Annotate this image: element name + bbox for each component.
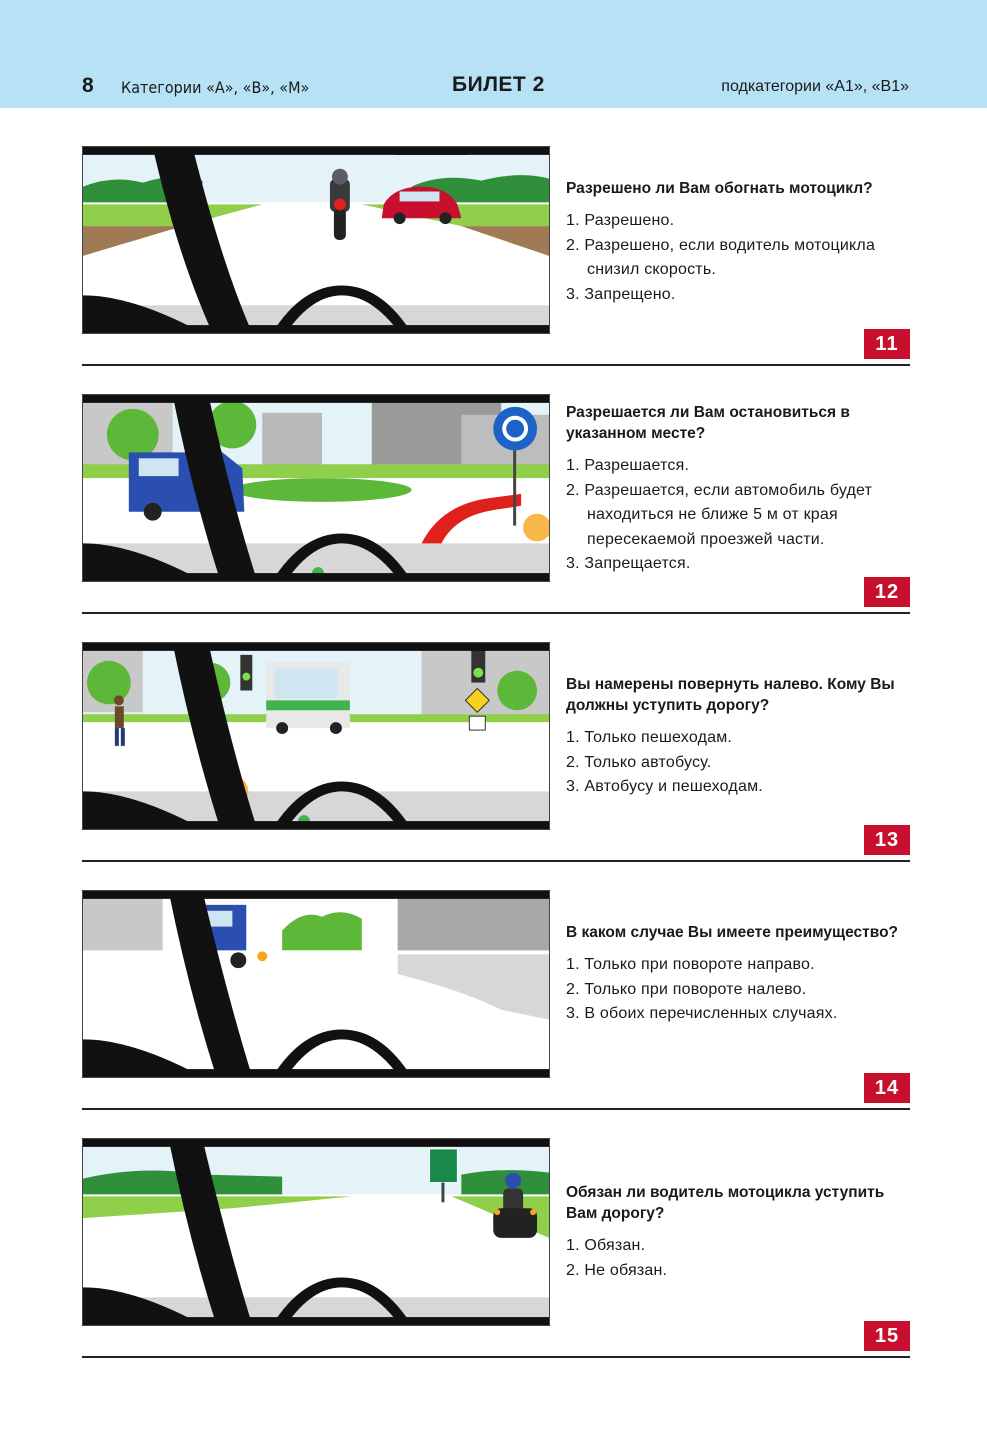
answer-option[interactable]: 1. Разрешается. — [566, 457, 690, 474]
divider — [82, 612, 910, 614]
answer-option[interactable]: 1. Только пешеходам. — [566, 729, 733, 746]
answer-list — [566, 1234, 910, 1283]
question-title: В каком случае Вы имеете преимущество? — [566, 924, 899, 941]
answer-option[interactable]: 2. Разрешается, если автомобиль будет находиться не ближе 5 м от края пересекаемой проезжей части. — [566, 481, 873, 548]
page-number: 8 — [82, 74, 94, 97]
question-number-badge: 11 — [864, 329, 910, 359]
question-11 — [82, 146, 910, 394]
question-title: Разрешается ли Вам остановиться в указанном месте? — [566, 404, 850, 442]
ticket-title: БИЛЕТ 2 — [452, 73, 545, 96]
answer-option[interactable]: 3. Запрещено. — [566, 285, 676, 303]
question-13-illustration — [82, 642, 550, 830]
answer-option[interactable]: 3. В обоих перечисленных случаях. — [566, 1005, 838, 1022]
question-number-badge: 14 — [864, 1073, 910, 1103]
answer-option[interactable]: 1. Обязан. — [566, 1237, 646, 1254]
question-14 — [82, 890, 910, 1138]
answer-list — [566, 209, 910, 307]
question-number-badge: 13 — [864, 825, 910, 855]
truck-intersection-scene — [83, 891, 549, 1077]
question-title: Разрешено ли Вам обогнать мотоцикл? — [566, 180, 873, 197]
bus — [266, 663, 350, 734]
question-title: Вы намерены повернуть налево. Кому Вы должны уступить дорогу? — [566, 676, 895, 714]
question-12 — [82, 394, 910, 642]
answer-list — [566, 454, 910, 577]
answer-option[interactable]: 3. Автобусу и пешеходам. — [566, 778, 763, 795]
answer-option[interactable]: 3. Запрещается. — [566, 555, 691, 572]
answer-option[interactable]: 2. Разрешено, если водитель мотоцикла снизил скорость. — [566, 236, 876, 278]
divider — [82, 364, 910, 366]
question-12-illustration — [82, 394, 550, 582]
divider — [82, 1356, 910, 1358]
answer-option[interactable]: 2. Только автобусу. — [566, 753, 712, 771]
roundabout-scene — [83, 395, 549, 581]
divider — [82, 860, 910, 862]
answer-option[interactable]: 1. Только при повороте направо. — [566, 956, 815, 973]
answer-list — [566, 953, 910, 1027]
answer-option[interactable]: 2. Только при повороте налево. — [566, 980, 807, 998]
question-15 — [82, 1138, 910, 1386]
answer-list — [566, 726, 910, 800]
motorway-scene — [83, 1139, 549, 1325]
answer-option[interactable]: 1. Разрешено. — [566, 212, 675, 229]
question-15-illustration — [82, 1138, 550, 1326]
answer-option[interactable]: 2. Не обязан. — [566, 1261, 668, 1279]
categories-left: Категории «А», «В», «М» — [121, 78, 310, 97]
intersection-bus-scene — [83, 643, 549, 829]
question-13 — [82, 642, 910, 890]
question-title: Обязан ли водитель мотоцикла уступить Вам дорогу? — [566, 1184, 885, 1222]
divider — [82, 1108, 910, 1110]
categories-right: подкатегории «А1», «В1» — [721, 78, 909, 95]
road-scene-motorcycle — [83, 147, 549, 333]
question-11-illustration — [82, 146, 550, 334]
question-number-badge: 15 — [864, 1321, 910, 1351]
page-header — [0, 0, 987, 108]
question-number-badge: 12 — [864, 577, 910, 607]
question-14-illustration — [82, 890, 550, 1078]
